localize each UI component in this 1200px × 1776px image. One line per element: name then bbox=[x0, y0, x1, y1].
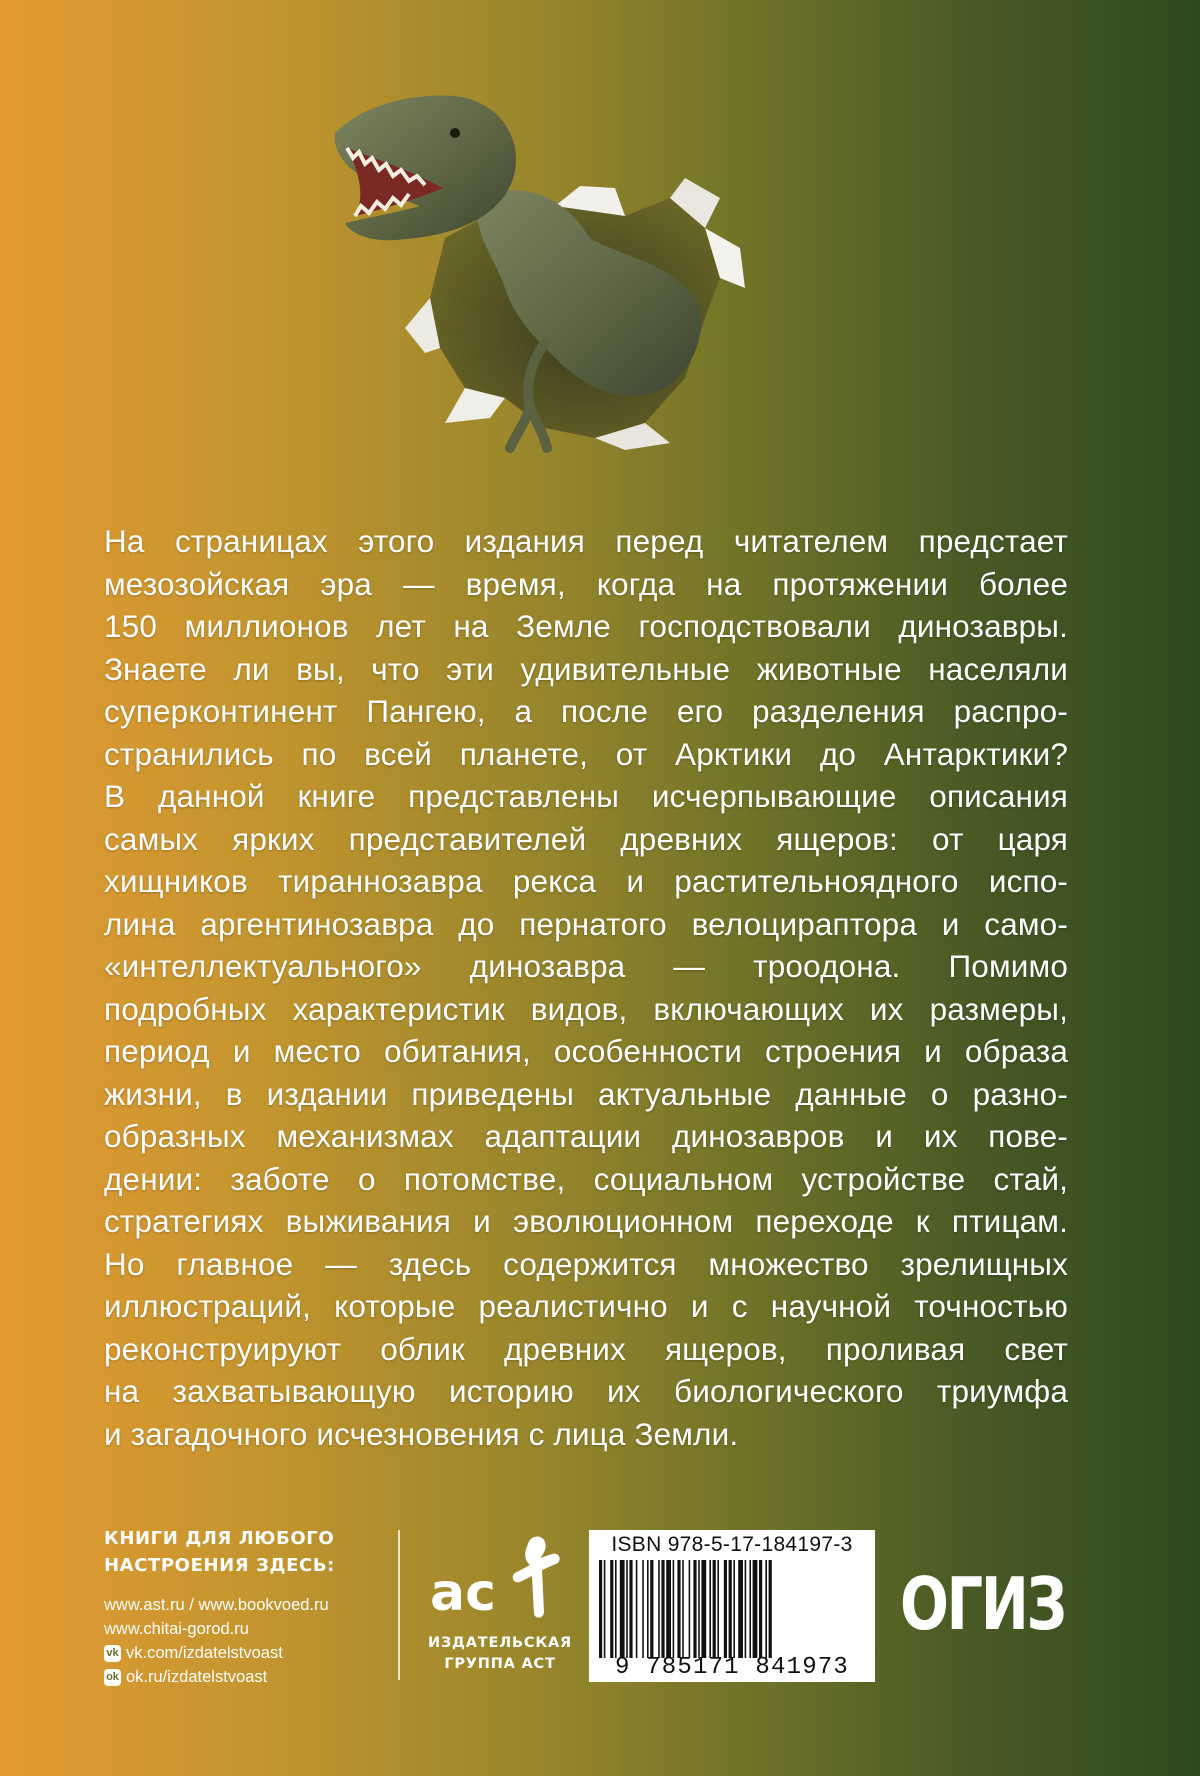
barcode-bar bbox=[626, 1560, 628, 1658]
barcode-bar bbox=[647, 1560, 649, 1658]
barcode-bar bbox=[729, 1560, 732, 1658]
barcode-bar bbox=[738, 1560, 743, 1658]
description-line: На страницах этого издания перед читателем предстает bbox=[104, 523, 1068, 559]
ogiz-logo bbox=[900, 1562, 1070, 1646]
barcode-bar bbox=[713, 1560, 716, 1658]
description-line: образных механизмах адаптации динозавров и их пове- bbox=[104, 1118, 1068, 1154]
footer-divider bbox=[398, 1530, 400, 1680]
isbn-text: ISBN 978-5-17-184197-3 bbox=[611, 1533, 853, 1556]
description-line: и загадочного исчезновения с лица Земли. bbox=[104, 1415, 739, 1452]
footer-heading-line-2: НАСТРОЕНИЯ ЗДЕСЬ: bbox=[104, 1555, 335, 1576]
ast-caption-line-1: ИЗДАТЕЛЬСКАЯ bbox=[428, 1635, 572, 1651]
barcode-bar bbox=[636, 1560, 638, 1658]
footer-heading bbox=[104, 1525, 394, 1579]
dinosaur-image bbox=[325, 88, 775, 478]
barcode-bar bbox=[650, 1560, 653, 1658]
barcode-bar bbox=[698, 1560, 700, 1658]
barcode-bar bbox=[677, 1560, 680, 1658]
barcode-bar bbox=[689, 1560, 691, 1658]
description-line: Но главное — здесь содержится множество зрелищных bbox=[104, 1245, 1068, 1282]
vk-link[interactable]: vk.com/izdatelstvoast bbox=[126, 1644, 283, 1662]
description-line: суперконтинент Пангею, а после его разделения распро- bbox=[104, 693, 1068, 729]
barcode-bar bbox=[733, 1560, 735, 1658]
ast-logo bbox=[420, 1530, 580, 1680]
barcode-bar bbox=[615, 1560, 617, 1658]
barcode-bar bbox=[620, 1560, 625, 1658]
barcode-bar bbox=[682, 1560, 684, 1658]
barcode-bar bbox=[709, 1560, 711, 1658]
book-description bbox=[104, 520, 1068, 1455]
ok-link[interactable]: ok.ru/izdatelstvoast bbox=[126, 1668, 268, 1686]
description-line: самых ярких представителей древних ящеров: от царя bbox=[104, 820, 1068, 857]
barcode-bar bbox=[724, 1560, 727, 1658]
barcode-bar bbox=[765, 1560, 767, 1658]
description-line: стратегиях выживания и эволюционном переходе к птицам. bbox=[104, 1203, 1068, 1239]
barcode-bar bbox=[642, 1560, 644, 1658]
barcode-bar bbox=[604, 1560, 606, 1658]
barcode-bar bbox=[629, 1560, 632, 1658]
description-line: хищников тираннозавра рекса и растительноядного испо- bbox=[104, 863, 1068, 899]
ast-logo-text: ac bbox=[430, 1563, 496, 1623]
website-link-chitai-gorod[interactable]: www.chitai-gorod.ru bbox=[104, 1620, 249, 1638]
footer-links-block bbox=[104, 1525, 394, 1689]
isbn-barcode-box bbox=[589, 1530, 875, 1682]
barcode-bar bbox=[661, 1560, 664, 1658]
vk-icon: vk bbox=[104, 1645, 121, 1662]
barcode-bar bbox=[673, 1560, 675, 1658]
description-line: 150 миллионов лет на Земле господствовали динозавры. bbox=[104, 608, 1068, 644]
barcode bbox=[595, 1560, 871, 1658]
ok-icon: ok bbox=[104, 1669, 121, 1686]
description-line: странились по всей планете, от Арктики до Антарктики? bbox=[104, 735, 1068, 772]
website-links[interactable]: www.ast.ru / www.bookvoed.ru bbox=[104, 1596, 329, 1614]
ogiz-logo-mark bbox=[900, 1562, 1070, 1646]
barcode-bar bbox=[769, 1560, 772, 1658]
description-line: жизни, в издании приведены актуальные данные о разно- bbox=[104, 1075, 1068, 1112]
barcode-bar bbox=[610, 1560, 613, 1658]
description-line: иллюстраций, которые реалистично и с научной точностью bbox=[104, 1288, 1068, 1324]
description-line: мезозойская эра — время, когда на протяжении более bbox=[104, 565, 1068, 602]
description-line: период и место обитания, особенности строения и образа bbox=[104, 1033, 1068, 1069]
ogiz-logo-text: ОГИЗ bbox=[900, 1562, 1065, 1646]
description-line: В данной книге представлены исчерпывающие описания bbox=[104, 778, 1068, 814]
barcode-bar bbox=[717, 1560, 719, 1658]
barcode-bar bbox=[658, 1560, 660, 1658]
description-line: лина аргентинозавра до пернатого велоцираптора и само- bbox=[104, 905, 1068, 942]
ast-caption bbox=[420, 1633, 580, 1675]
barcode-bar bbox=[666, 1560, 671, 1658]
description-line: реконструируют облик древних ящеров, проливая свет bbox=[104, 1330, 1068, 1367]
tyrannosaurus-illustration bbox=[325, 88, 775, 478]
barcode-bar bbox=[701, 1560, 706, 1658]
barcode-digits: 9 785171 841973 bbox=[614, 1654, 850, 1681]
description-line: на захватывающую историю их биологического триумфа bbox=[104, 1373, 1068, 1409]
description-line: Знаете ли вы, что эти удивительные животные населяли bbox=[104, 650, 1068, 687]
ast-caption-line-2: ГРУППА АСТ bbox=[444, 1656, 556, 1672]
barcode-bar bbox=[749, 1560, 751, 1658]
description-line: дении: заботе о потомстве, социальном устройстве стай, bbox=[104, 1160, 1068, 1197]
barcode-bar bbox=[753, 1560, 758, 1658]
barcode-bar bbox=[599, 1560, 602, 1658]
barcode-bar bbox=[759, 1560, 762, 1658]
footer-heading-line-1: КНИГИ ДЛЯ ЛЮБОГО bbox=[104, 1528, 335, 1549]
barcode-bar bbox=[745, 1560, 747, 1658]
ast-logo-mark bbox=[420, 1530, 580, 1630]
barcode-bar bbox=[693, 1560, 696, 1658]
description-line: подробных характеристик видов, включающих их размеры, bbox=[104, 990, 1068, 1027]
description-line: «интеллектуального» динозавра — троодона. Помимо bbox=[104, 948, 1068, 984]
